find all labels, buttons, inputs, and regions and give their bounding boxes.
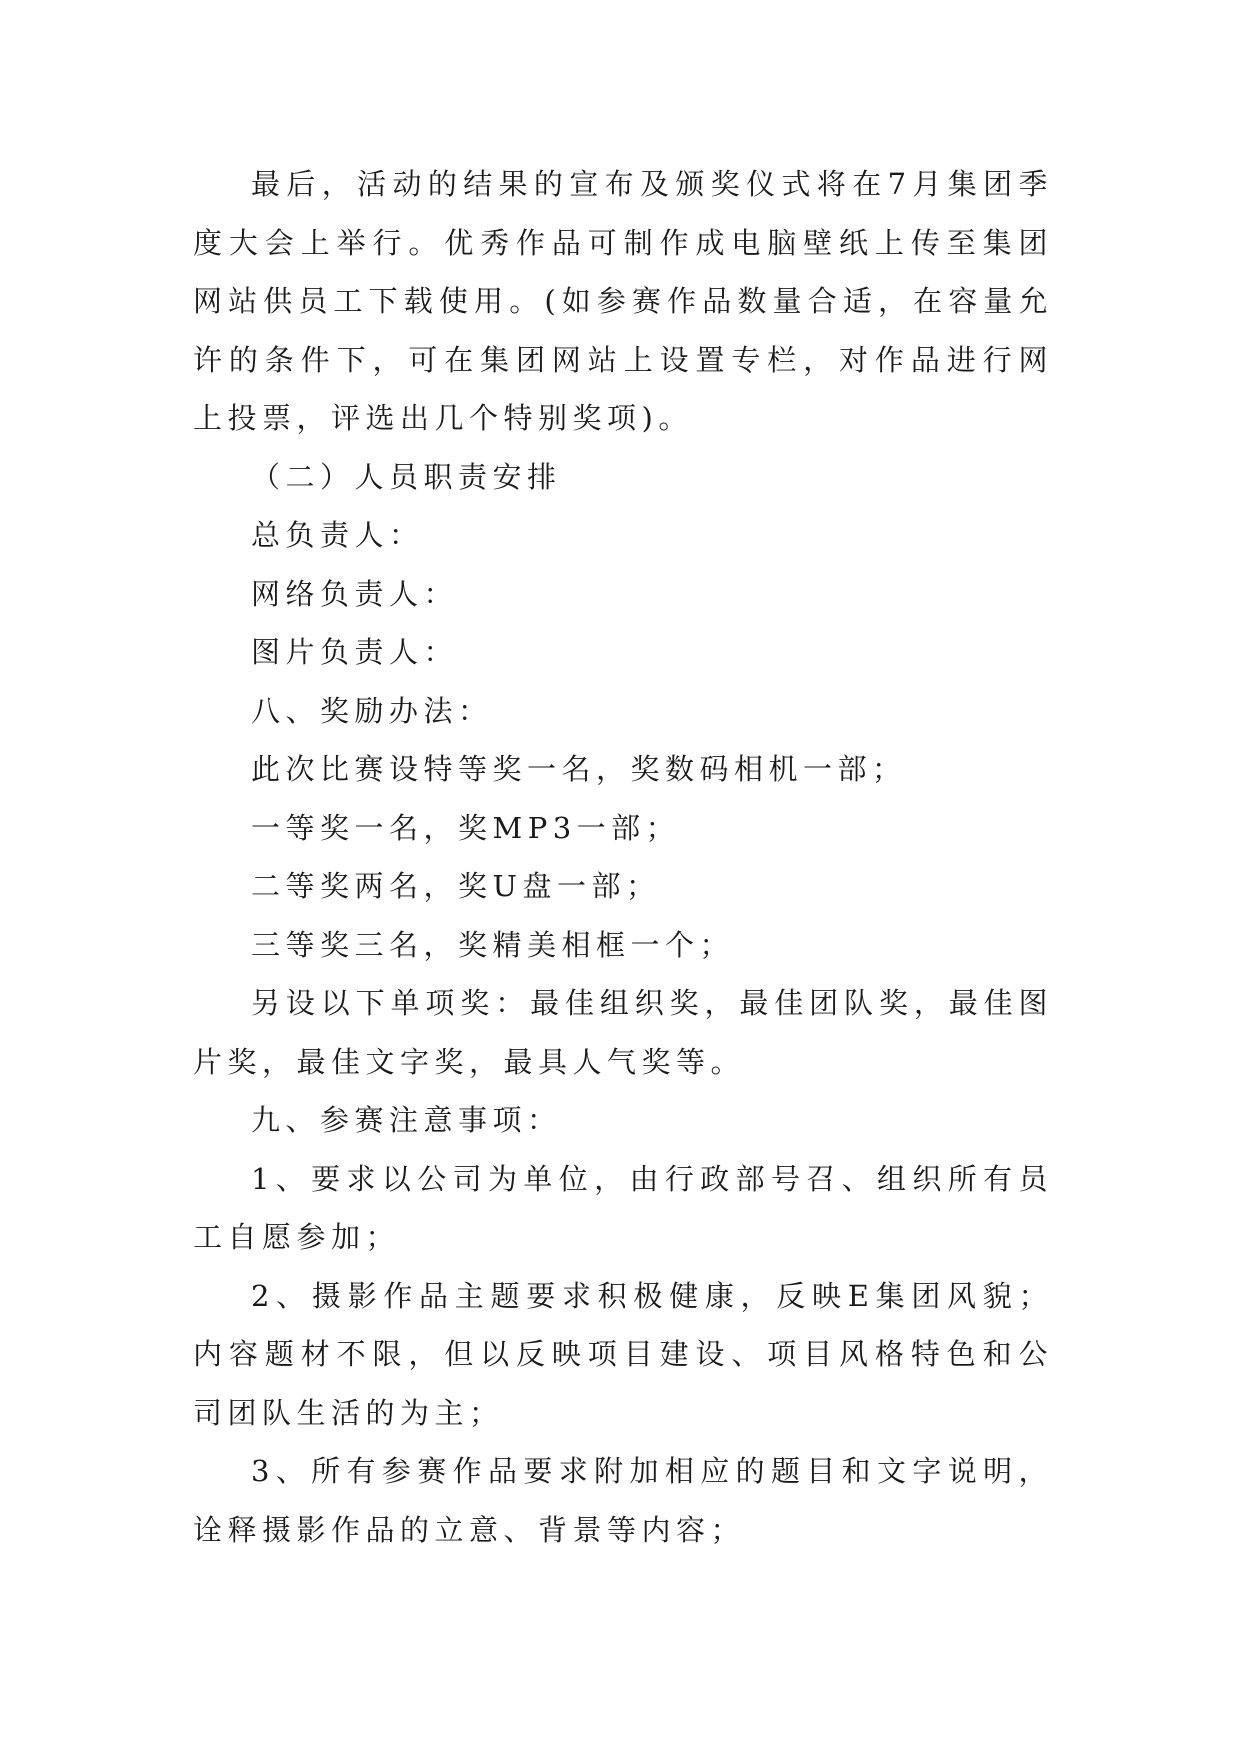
award-special-prizes: 另设以下单项奖：最佳组织奖，最佳团队奖，最佳图片奖，最佳文字奖，最具人气奖等。	[193, 986, 1053, 1079]
field-image-manager: 图片负责人：	[251, 635, 459, 669]
note-item-1: 1、要求以公司为单位，由行政部号召、组织所有员工自愿参加；	[193, 1161, 1053, 1254]
field-general-manager: 总负责人：	[251, 518, 424, 552]
section-heading-staff-duties: （二）人员职责安排	[251, 459, 562, 494]
section-heading-awards: 八、奖励办法：	[251, 693, 493, 728]
award-second-prize: 二等奖两名，奖U盘一部；	[251, 869, 661, 903]
award-grand-prize: 此次比赛设特等奖一名，奖数码相机一部；	[251, 752, 907, 786]
note-item-3: 3、所有参赛作品要求附加相应的题目和文字说明，诠释摄影作品的立意、背景等内容；	[193, 1454, 1053, 1547]
note-item-2: 2、摄影作品主题要求积极健康，反映E集团风貌；内容题材不限，但以反映项目建设、项目风格特色和公司团队生活的为主；	[193, 1278, 1053, 1430]
award-first-prize: 一等奖一名，奖MP3一部；	[251, 810, 681, 845]
field-network-manager: 网络负责人：	[251, 576, 459, 611]
award-third-prize: 三等奖三名，奖精美相框一个；	[251, 927, 735, 962]
paragraph-ceremony-announcement: 最后，活动的结果的宣布及颁奖仪式将在7月集团季度大会上举行。优秀作品可制作成电脑壁纸上传至集团网站供员工下载使用。(如参赛作品数量合适，在容量允许的条件下，可在集团网站上设置专栏，对作品进行网上投票，评选出几个特别奖项)。	[193, 167, 1053, 435]
document-body	[193, 155, 1053, 1559]
section-heading-notes: 九、参赛注意事项：	[251, 1103, 562, 1137]
